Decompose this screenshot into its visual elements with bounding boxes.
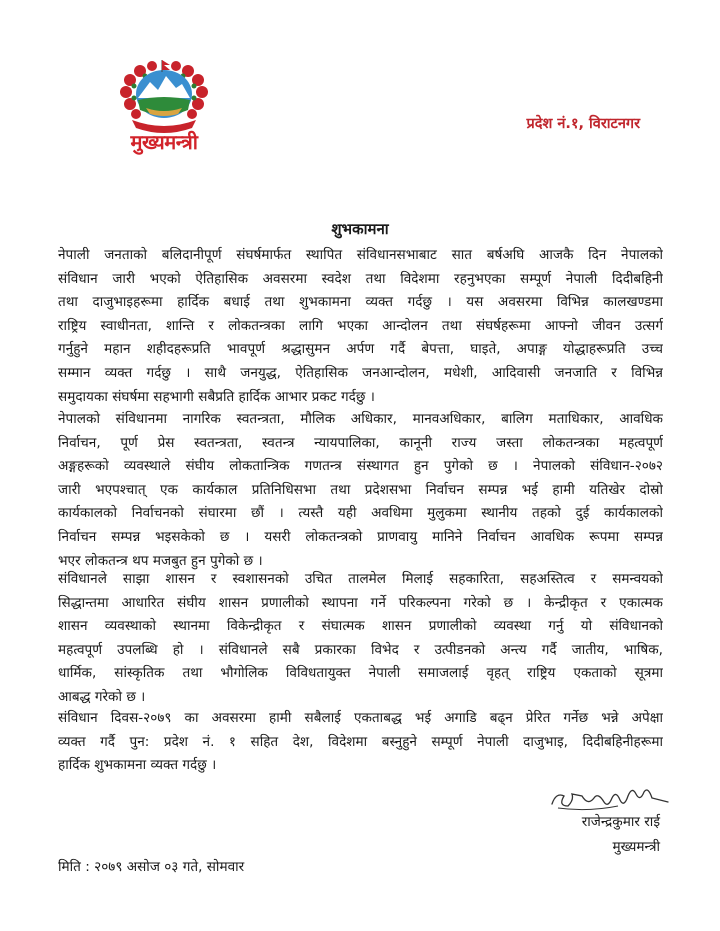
text-line: अङ्गहरूको व्यवस्थाले संघीय लोकतान्त्रिक गणतन्त्र संस्थागत हुन पुगेको छ । नेपालको संविधान-२०७२: [58, 458, 663, 475]
paragraph-3: [58, 568, 663, 710]
office-address: प्रदेश नं.१, विराटनगर: [526, 116, 640, 132]
text-line: कार्यकालको निर्वाचनको संघारमा छौं । त्यस्तै यही अवधिमा मुलुकमा स्थानीय तहको दुई कार्यकालको: [58, 505, 663, 522]
paragraph-2: [58, 408, 663, 573]
text-line: राष्ट्रिय स्वाधीनता, शान्ति र लोकतन्त्रका लागि भएका आन्दोलन तथा संघर्षहरूमा आफ्नो जीवन उत्सर्ग: [58, 317, 663, 334]
text-line: तथा दाजुभाइहरूमा हार्दिक बधाई तथा शुभकामना व्यक्त गर्दछु । यस अवसरमा विभिन्न कालखण्डमा: [58, 294, 663, 311]
text-line: महत्वपूर्ण उपलब्धि हो । संविधानले सबै प्रकारका विभेद र उत्पीडनको अन्त्य गर्दै जातीय, भाषिक,: [58, 641, 663, 658]
text-line: जारी भएपश्चात् एक कार्यकाल प्रतिनिधिसभा तथा प्रदेशसभा निर्वाचन सम्पन्न भई हामी यतिखेर दोस्रो: [58, 481, 663, 498]
text-line: संविधानले साझा शासन र स्वशासनको उचित तालमेल मिलाई सहकारिता, सहअस्तित्व र समन्वयको: [58, 571, 663, 587]
text-line: नेपालको संविधानमा नागरिक स्वतन्त्रता, मौलिक अधिकार, मानवअधिकार, बालिग मताधिकार, आवधिक: [58, 411, 663, 427]
text-line: आबद्ध गरेको छ ।: [58, 688, 146, 705]
text-line: हार्दिक शुभकामना व्यक्त गर्दछु ।: [58, 757, 217, 774]
text-line: संविधान दिवस-२०७९ का अवसरमा हामी सबैलाई एकताबद्ध भई अगाडि बढ्न प्रेरित गर्नेछ भन्ने अपेक्षा: [58, 710, 663, 726]
paragraph-1: [58, 244, 663, 409]
text-line: सम्मान व्यक्त गर्दछु । साथै जनयुद्ध, ऐतिहासिक जनआन्दोलन, मधेशी, आदिवासी जनजाति र विभिन्न: [58, 364, 663, 381]
text-line: निर्वाचन सम्पन्न भइसकेको छ । यसरी लोकतन्त्रको प्राणवायु मानिने निर्वाचन आवधिक रूपमा सम्पन्न: [58, 528, 663, 545]
text-line: नेपाली जनताको बलिदानीपूर्ण संघर्षमार्फत स्थापित संविधानसभाबाट सात बर्षअघि आजकै दिन नेपालको: [58, 247, 663, 263]
text-line: व्यक्त गर्दै पुन: प्रदेश नं. १ सहित देश, विदेशमा बस्नुहुने सम्पूर्ण नेपाली दाजुभाइ, दिदीबहिनीहरूमा: [58, 733, 663, 750]
text-line: सिद्धान्तमा आधारित संघीय शासन प्रणालीको स्थापना गर्ने परिकल्पना गरेको छ । केन्द्रीकृत र एकात्मक: [58, 594, 663, 611]
text-line: समुदायका संघर्षमा सहभागी सबैप्रति हार्दिक आभार प्रकट गर्दछु ।: [58, 388, 375, 405]
text-line: गर्नुहुने महान शहीदहरूप्रति भावपूर्ण श्रद्धासुमन अर्पण गर्दै बेपत्ता, घाइते, अपाङ्ग योद्धाहरूप्रति उच्च: [58, 341, 663, 358]
paragraph-4: [58, 707, 663, 778]
text-line: निर्वाचन, पूर्ण प्रेस स्वतन्त्रता, स्वतन्त्र न्यायपालिका, कानूनी राज्य जस्ता लोकतन्त्रका महत्वपूर्ण: [58, 434, 663, 451]
nepal-emblem-icon: [112, 58, 216, 136]
letter-date: मिति : २०७९ असोज ०३ गते, सोमवार: [58, 859, 245, 875]
text-line: धार्मिक, सांस्कृतिक तथा भौगोलिक विविधतायुक्त नेपाली समाजलाई वृहत् राष्ट्रिय एकताको सूत्रमा: [58, 665, 663, 682]
letter-heading: शुभकामना: [331, 220, 389, 238]
text-line: संविधान जारी भएको ऐतिहासिक अवसरमा स्वदेश तथा विदेशमा रहनुभएका सम्पूर्ण नेपाली दिदीबहिनी: [58, 270, 663, 287]
text-line: भएर लोकतन्त्र थप मजबुत हुन पुगेको छ ।: [58, 552, 263, 569]
signer-name: राजेन्द्रकुमार राई: [581, 814, 660, 830]
signer-title: मुख्यमन्त्री: [612, 839, 660, 855]
text-line: शासन व्यवस्थाको स्थानमा विकेन्द्रीकृत र संघात्मक शासन प्रणालीको व्यवस्था गर्नु यो संविधानको: [58, 618, 663, 635]
logo-title: मुख्यमन्त्री: [130, 130, 198, 154]
